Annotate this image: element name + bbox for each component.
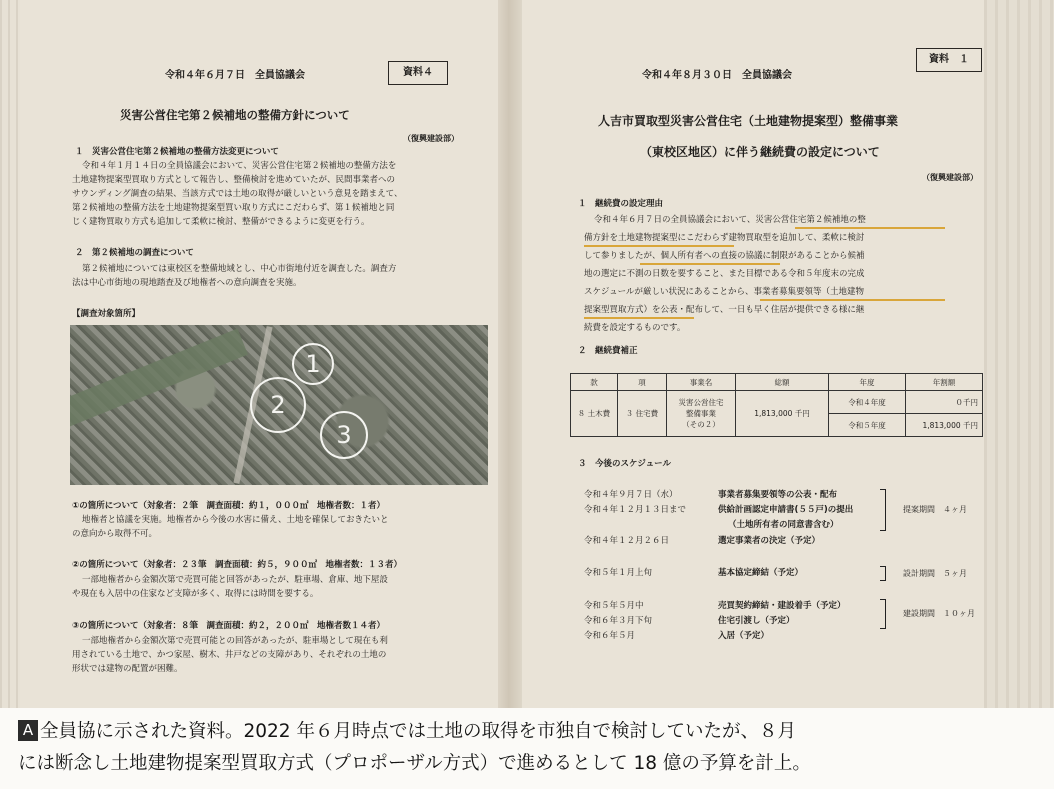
highlight-mark <box>760 299 945 301</box>
right-s1-heading: １ 継続費の設定理由 <box>578 199 664 209</box>
left-dept: （復興建設部） <box>403 134 459 143</box>
table-header: 年度 <box>829 374 906 391</box>
table-cell: 1,813,000 千円 <box>906 414 983 437</box>
highlight-mark <box>584 317 694 319</box>
project-line: 整備事業 <box>686 409 716 418</box>
project-line: （その２） <box>682 420 720 429</box>
period-bracket <box>880 489 886 531</box>
table-header: 事業名 <box>667 374 736 391</box>
schedule-date: 令和５年５月中 <box>584 601 644 611</box>
schedule-item: 基本協定締結（予定） <box>718 568 804 578</box>
right-s1-line: して参りましたが、個人所有者への直接の協議に制限があることから候補 <box>584 251 865 261</box>
schedule-item: 売買契約締結・建設着手（予定） <box>718 601 846 611</box>
left-s2-heading: ２ 第２候補地の調査について <box>75 248 194 258</box>
table-cell: ８ 土木費 <box>571 391 618 437</box>
left-s1-line: サウンディング調査の結果、当該方式では土地の取得が厳しいという意見を踏まえて、 <box>72 189 403 199</box>
schedule-date: 令和４年１２月２６日 <box>584 536 670 546</box>
left-page <box>40 0 495 708</box>
right-title-line-1: 人吉市買取型災害公営住宅（土地建物提案型）整備事業 <box>598 114 899 128</box>
note-2-heading: ②の箇所について（対象者：２３筆 調査面積：約５，９００㎡ 地権者数：１３者） <box>72 560 403 570</box>
right-doc-label: 資料 １ <box>916 48 982 72</box>
right-s2-heading: ２ 継続費補正 <box>578 346 638 356</box>
left-s1-heading: １ 災害公営住宅第２候補地の整備方法変更について <box>75 147 279 157</box>
right-page-edge <box>984 0 1054 708</box>
table-cell: ０千円 <box>906 391 983 414</box>
right-s3-heading: ３ 今後のスケジュール <box>578 459 671 469</box>
right-s1-line: 提案型買取方式）を公表・配布して、一日も早く住居が提供できる様に継 <box>584 305 865 315</box>
aerial-photo <box>70 325 488 485</box>
note-1-line: 地権者と協議を実施。地権者から今後の水害に備え、土地を確保しておきたいと <box>82 515 389 525</box>
left-s1-line: 令和４年１月１４日の全員協議会において、災害公営住宅第２候補地の整備方法を <box>82 161 397 171</box>
schedule-item: 供給計画認定申請書(５５戸)の提出 <box>718 505 854 515</box>
right-s1-line: 備方針を土地建物提案型にこだわらず建物買取型を追加して、柔軟に検討 <box>584 233 865 243</box>
caption-text-2: には断念し土地建物提案型買取方式（プロポーザル方式）で進めるとして 18 億の予算を計上。 <box>18 753 811 774</box>
note-2-line: や現在も入居中の住家など支障が多く、取得には時間を要する。 <box>72 589 319 599</box>
period-label: 提案期間 ４ヶ月 <box>903 505 967 514</box>
highlight-mark <box>640 263 780 265</box>
table-cell: 令和５年度 <box>829 414 906 437</box>
right-s1-line: 令和４年６月７日の全員協議会において、災害公営住宅第２候補地の整 <box>594 215 866 225</box>
period-bracket <box>880 599 886 629</box>
highlight-mark <box>795 227 945 229</box>
table-cell: 1,813,000 千円 <box>736 391 829 437</box>
left-s2-line: 法は中心市街地の現地踏査及び地権者への意向調査を実施。 <box>72 278 302 288</box>
note-1-line: の意向から取得不可。 <box>72 529 158 539</box>
project-line: 災害公営住宅 <box>678 398 724 407</box>
right-dept: （復興建設部） <box>922 173 978 182</box>
budget-table <box>570 373 983 437</box>
note-1-heading: ①の箇所について（対象者：２筆 調査面積：約１，０００㎡ 地権者数：１者） <box>72 501 386 511</box>
highlight-mark <box>584 245 734 247</box>
right-s1-line: 地の選定に不測の日数を要すること、また目標である令和５年度末の完成 <box>584 269 865 279</box>
left-s1-line: じく建物買取り方式も追加して柔軟に検討、整備ができるように変更を行う。 <box>72 217 370 227</box>
photo-label: 【調査対象箇所】 <box>72 309 141 319</box>
schedule-date: 令和５年１月上旬 <box>584 568 653 578</box>
schedule-date: 令和４年９月７日（水） <box>584 490 678 500</box>
right-s1-line: スケジュールが厳しい状況にあることから、事業者募集要領等（土地建物 <box>584 287 864 297</box>
left-title: 災害公営住宅第２候補地の整備方針について <box>120 108 350 122</box>
schedule-item: 選定事業者の決定（予定） <box>718 536 821 546</box>
right-meeting-date: 令和４年８月３０日 全員協議会 <box>642 70 792 81</box>
period-label: 建設期間 １０ヶ月 <box>903 609 975 618</box>
table-header-row <box>571 374 983 391</box>
site-circle-3: 3 <box>320 411 368 459</box>
schedule-item: 事業者募集要領等の公表・配布 <box>718 490 838 500</box>
schedule-date: 令和６年５月 <box>584 631 636 641</box>
book-gutter <box>498 0 522 708</box>
caption-line-1 <box>18 717 796 743</box>
left-meeting-date: 令和４年６月７日 全員協議会 <box>165 70 305 81</box>
table-cell: ３ 住宅費 <box>618 391 667 437</box>
note-3-heading: ③の箇所について（対象者：８筆 調査面積：約２，２００㎡ 地権者数１４者） <box>72 621 386 631</box>
note-3-line: 形状では建物の配置が困難。 <box>72 664 183 674</box>
caption-text-1: 全員協に示された資料。2022 年６月時点では土地の取得を市独自で検討していたが、８月 <box>40 721 796 742</box>
note-3-line: 一部地権者から金額次第で売買可能との回答があったが、駐車場として現在も利 <box>82 636 388 646</box>
table-header: 項 <box>618 374 667 391</box>
left-page-edge <box>0 0 20 708</box>
table-header: 年割額 <box>906 374 983 391</box>
figure-badge: A <box>18 720 38 741</box>
left-s2-line: 第２候補地については東校区を整備地域とし、中心市街地付近を調査した。調査方 <box>82 264 397 274</box>
photo-caption <box>0 708 1054 789</box>
note-2-line: 一部地権者から金額次第で売買可能と回答があったが、駐車場、倉庫、地下屋設 <box>82 575 388 585</box>
schedule-date: 令和４年１２月１３日まで <box>584 505 687 515</box>
caption-line-2 <box>18 749 811 775</box>
schedule-item: 入居（予定） <box>718 631 770 641</box>
table-cell: 令和４年度 <box>829 391 906 414</box>
table-cell-project <box>667 391 736 437</box>
schedule-date: 令和６年３月下旬 <box>584 616 653 626</box>
site-circle-1: 1 <box>292 343 334 385</box>
right-s1-line: 続費を設定するものです。 <box>584 323 686 333</box>
site-circle-2: 2 <box>250 377 306 433</box>
period-bracket <box>880 566 886 581</box>
left-s1-line: 第２候補地の整備方法を土地建物提案型買い取り方式にこだわらず、第１候補地と同 <box>72 203 395 213</box>
table-header: 総額 <box>736 374 829 391</box>
note-3-line: 用されている土地で、かつ家屋、樹木、井戸などの支障があり、それぞれの土地の <box>72 650 387 660</box>
right-title-line-2: （東校区地区）に伴う継続費の設定について <box>640 145 880 159</box>
table-row <box>571 391 983 414</box>
left-doc-label: 資料４ <box>388 61 448 85</box>
left-s1-line: 土地建物提案型買取り方式として報告し、整備検討を進めていたが、民間事業者への <box>72 175 396 185</box>
period-label: 設計期間 ５ヶ月 <box>903 569 967 578</box>
table-header: 款 <box>571 374 618 391</box>
river-strip <box>70 329 248 430</box>
schedule-item: 住宅引渡し（予定） <box>718 616 795 626</box>
schedule-item: （土地所有者の同意書含む） <box>728 520 839 530</box>
